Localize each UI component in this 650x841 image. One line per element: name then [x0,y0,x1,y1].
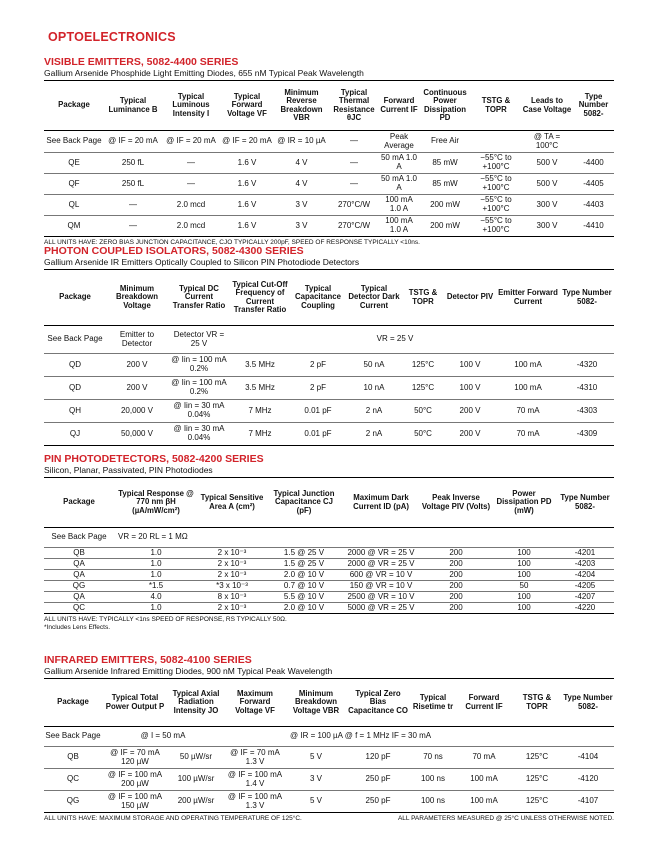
table-row [44,153,614,174]
table-cell: 70 mA [496,423,560,446]
table-cell: 10 nA [346,377,402,400]
table-cell: 2500 @ VR = 10 V [342,592,420,603]
table-cell: 200 mW [419,216,471,237]
table-cell: 1.0 [114,548,198,559]
column-header: Minimum Reverse Breakdown VBR [280,87,323,122]
condition-row [44,326,614,354]
table-cell: −55°C to +100°C [471,174,521,195]
table-cell: 100 mA [496,377,560,400]
infrared-emitters-table [44,678,614,813]
table-row [44,174,614,195]
table-cell: 5000 @ VR = 25 V [342,603,420,614]
table-cell: 70 mA [496,400,560,423]
table-cell: 50 mA 1.0 A [379,174,419,195]
table-cell: 2 nA [346,423,402,446]
table-cell: 250 fL [104,174,162,195]
table-cell: 500 V [521,153,573,174]
table-row [44,747,614,769]
section-subtitle: Gallium Arsenide Infrared Emitting Diodes, 900 nM Typical Peak Wavelength [44,666,333,676]
column-header: Peak Inverse Voltage PIV (Volts) [421,493,491,511]
table-header-row [44,270,614,326]
table-cell: 100 mA 1.0 A [379,216,419,237]
table-row [44,423,614,446]
table-cell: -4207 [556,592,614,603]
table-cell: 50 µW/sr [168,747,224,769]
column-header: Forward Current IF [380,96,418,114]
condition-cell: See Back Page [44,326,106,354]
table-cell: 5.5 @ 10 V [266,592,342,603]
table-cell: -4403 [573,195,614,216]
table-cell: 200 [420,603,492,614]
table-cell: 2.0 @ 10 V [266,603,342,614]
table-cell: 3.5 MHz [230,377,290,400]
table-cell: QG [44,791,102,813]
table-cell: -4405 [573,174,614,195]
footnote-line: ALL UNITS HAVE: TYPICALLY <1ns SPEED OF RESPONSE, RS TYPICALLY 50Ω. [44,616,287,623]
table-cell: 250 fL [104,153,162,174]
table-row [44,400,614,423]
table-cell: QB [44,747,102,769]
table-cell: 1.0 [114,559,198,570]
table-cell: 0.7 @ 10 V [266,581,342,592]
table-cell: 200 V [444,423,496,446]
table-cell: QG [44,581,114,592]
table-cell: @ IF = 100 mA 150 µW [102,791,168,813]
table-cell: -4310 [560,377,614,400]
table-cell: -4205 [556,581,614,592]
column-header: Continuous Power Dissipation PD [423,87,467,122]
column-header: Forward Current IF [465,693,503,711]
table-cell: QJ [44,423,106,446]
table-cell: 3.5 MHz [230,354,290,377]
table-cell: 125°C [512,769,562,791]
table-cell: 4.0 [114,592,198,603]
table-cell: -4309 [560,423,614,446]
isolators-table [44,269,614,446]
column-header: TSTG & TOPR [522,693,552,711]
table-cell: @ IF = 70 mA 120 µW [102,747,168,769]
column-header: TSTG & TOPR [481,96,511,114]
table-cell: @ Iin = 30 mA 0.04% [168,423,230,446]
column-header: Typical Cut-Off Frequency of Current Transfer Ratio [232,279,288,314]
condition-cell: — [329,131,379,153]
table-cell: 1.6 V [220,216,274,237]
table-cell: −55°C to +100°C [471,153,521,174]
table-cell: @ IF = 100 mA 1.4 V [224,769,286,791]
condition-cell: @ I = 50 mA [102,727,224,747]
column-header: Typical Risetime tr [412,693,454,711]
condition-cell: See Back Page [44,727,102,747]
column-header: Typical Capacitance Coupling [295,284,341,310]
table-row [44,592,614,603]
table-cell: 1.5 @ 25 V [266,559,342,570]
table-header-row [44,679,614,727]
table-cell: 200 V [106,354,168,377]
table-cell: 200 [420,548,492,559]
column-header: Package [58,100,90,110]
column-header: Type Number 5082- [578,92,609,118]
column-header: Detector PIV [446,292,494,302]
table-cell: — [329,174,379,195]
table-cell: 100 V [444,377,496,400]
table-cell: 1.6 V [220,195,274,216]
page-title: OPTOELECTRONICS [48,30,176,44]
table-cell: 2.0 @ 10 V [266,570,342,581]
column-header: Minimum Breakdown Voltage [115,284,159,310]
section-subtitle: Gallium Arsenide IR Emitters Optically Coupled to Silicon PIN Photodiode Detectors [44,257,360,267]
table-cell: *3 x 10⁻³ [198,581,266,592]
table-cell: -4203 [556,559,614,570]
condition-cell: @ IF = 20 mA [220,131,274,153]
table-cell: 300 V [521,195,573,216]
table-cell: 100 mA 1.0 A [379,195,419,216]
table-cell: 100 mA [456,769,512,791]
table-cell: 200 [420,581,492,592]
table-cell: 200 [420,559,492,570]
table-cell: QD [44,377,106,400]
table-cell: QA [44,592,114,603]
table-cell: 100 [492,592,556,603]
table-cell: 200 mW [419,195,471,216]
table-cell: 50 mA 1.0 A [379,153,419,174]
table-cell: QC [44,769,102,791]
table-row [44,377,614,400]
table-cell: 50,000 V [106,423,168,446]
table-cell: 4 V [274,153,329,174]
table-cell: 50°C [402,400,444,423]
table-cell: 70 ns [410,747,456,769]
table-cell: 2 x 10⁻³ [198,548,266,559]
table-cell: 2 pF [290,354,346,377]
table-cell: 0.01 pF [290,400,346,423]
column-header: Type Number 5082- [560,493,610,511]
section-infrared-emitters [44,655,614,823]
condition-row [44,528,614,548]
table-cell: -4120 [562,769,614,791]
table-cell: — [162,174,220,195]
table-cell: 100 ns [410,791,456,813]
table-cell: @ Iin = 30 mA 0.04% [168,400,230,423]
table-cell: 85 mW [419,174,471,195]
table-cell: -4201 [556,548,614,559]
column-header: Typical Sensitive Area A (cm²) [200,493,264,511]
table-cell: −55°C to +100°C [471,216,521,237]
footnote-right: ALL PARAMETERS MEASURED @ 25°C UNLESS OTHERWISE NOTED. [397,815,614,822]
table-cell: 7 MHz [230,423,290,446]
table-cell: @ IF = 100 mA 1.3 V [224,791,286,813]
section-title: INFRARED EMITTERS, 5082-4100 SERIES [44,654,252,666]
table-cell: 3 V [286,769,346,791]
condition-cell [573,131,614,153]
column-header: Minimum Breakdown Voltage VBR [292,689,340,715]
table-cell: 1.0 [114,570,198,581]
condition-cell: @ IF = 20 mA [104,131,162,153]
table-cell: 100 mA [496,354,560,377]
table-cell: -4204 [556,570,614,581]
footnote: ALL UNITS HAVE: ZERO BIAS JUNCTION CAPACITANCE, CJO TYPICALLY 200pF, SPEED OF RESPONSE TYPICALLY <10ns. [44,239,420,246]
table-row [44,769,614,791]
table-cell: QB [44,548,114,559]
condition-cell [198,528,614,548]
table-cell: 100 [492,570,556,581]
table-row [44,216,614,237]
table-cell: −55°C to +100°C [471,195,521,216]
table-cell: -4410 [573,216,614,237]
column-header: Typical Detector Dark Current [348,284,400,310]
table-cell: 300 V [521,216,573,237]
table-cell: 5 V [286,791,346,813]
condition-cell: See Back Page [44,528,114,548]
condition-cell: @ TA = 100°C [521,131,573,153]
table-cell: — [104,195,162,216]
section-visible-emitters [44,57,614,247]
table-cell: *1.5 [114,581,198,592]
section-title: PIN PHOTODETECTORS, 5082-4200 SERIES [44,453,264,465]
table-cell: 1.0 [114,603,198,614]
table-cell: 50°C [402,423,444,446]
table-cell: 2000 @ VR = 25 V [342,559,420,570]
column-header: Typical Axial Radiation Intensity JO [172,689,220,715]
table-cell: 2000 @ VR = 25 V [342,548,420,559]
section-subtitle: Silicon, Planar, Passivated, PIN Photodiodes [44,465,213,475]
column-header: Typical Forward Voltage VF [227,92,267,118]
table-cell: @ IF = 100 mA 200 µW [102,769,168,791]
table-row [44,559,614,570]
table-cell: 125°C [512,791,562,813]
section-subtitle: Gallium Arsenide Phosphide Light Emitting Diodes, 655 nM Typical Peak Wavelength [44,68,364,78]
table-row [44,548,614,559]
table-cell: 1.6 V [220,174,274,195]
table-cell: 100 [492,559,556,570]
column-header: TSTG & TOPR [408,288,438,306]
condition-cell: VR = 20 RL = 1 MΩ [114,528,198,548]
table-cell: 100 [492,603,556,614]
table-cell: 50 nA [346,354,402,377]
section-photon-coupled-isolators [44,246,614,446]
table-cell: 100 µW/sr [168,769,224,791]
table-cell: — [162,153,220,174]
table-cell: 8 x 10⁻³ [198,592,266,603]
table-cell: 2 x 10⁻³ [198,570,266,581]
condition-cell [444,326,614,354]
condition-cell [471,131,521,153]
table-cell: @ Iin = 100 mA 0.2% [168,377,230,400]
condition-cell [224,727,286,747]
table-cell: 20,000 V [106,400,168,423]
condition-row [44,727,614,747]
table-cell: -4220 [556,603,614,614]
table-cell: 200 µW/sr [168,791,224,813]
table-row [44,195,614,216]
condition-cell: Peak Average [379,131,419,153]
table-header-row [44,81,614,131]
table-cell: 125°C [402,354,444,377]
column-header: Package [57,697,89,707]
column-header: Typical Total Power Output P [105,693,165,711]
condition-cell: @ IF = 20 mA [162,131,220,153]
condition-cell: VR = 25 V [346,326,444,354]
table-cell: 100 V [444,354,496,377]
table-cell: @ IF = 70 mA 1.3 V [224,747,286,769]
column-header: Typical Zero Bias Capacitance CO [348,689,408,715]
table-cell: 1.5 @ 25 V [266,548,342,559]
condition-cell: Detector VR = 25 V [168,326,230,354]
table-cell: QH [44,400,106,423]
table-cell: 1.6 V [220,153,274,174]
table-cell: 2 pF [290,377,346,400]
table-cell: 270°C/W [329,216,379,237]
table-cell: -4400 [573,153,614,174]
table-cell: 125°C [402,377,444,400]
table-row [44,581,614,592]
table-cell: QA [44,570,114,581]
table-cell: 200 V [106,377,168,400]
column-header: Package [63,497,95,507]
table-cell: 200 [420,570,492,581]
section-title: PHOTON COUPLED ISOLATORS, 5082-4300 SERIES [44,245,304,257]
table-cell: 50 [492,581,556,592]
column-header: Typical Luminance B [108,96,158,114]
table-cell: 5 V [286,747,346,769]
column-header: Type Number 5082- [563,693,613,711]
condition-cell: @ IR = 10 µA [274,131,329,153]
photodetectors-table [44,477,614,614]
table-cell: 2.0 mcd [162,195,220,216]
table-cell: @ Iin = 100 mA 0.2% [168,354,230,377]
column-header: Typical Thermal Resistance θJC [333,87,375,122]
table-row [44,570,614,581]
table-cell: 3 V [274,216,329,237]
footnote [44,815,614,823]
table-cell: 2 nA [346,400,402,423]
column-header: Package [59,292,91,302]
table-cell: 100 mA [456,791,512,813]
condition-cell: @ IR = 100 µA @ f = 1 MHz IF = 30 mA [286,727,512,747]
table-cell: 270°C/W [329,195,379,216]
table-cell: 600 @ VR = 10 V [342,570,420,581]
column-header: Typical Junction Capacitance CJ (pF) [273,489,335,515]
footnote-line: *Includes Lens Effects. [44,624,111,631]
condition-cell: Free Air [419,131,471,153]
table-cell: 200 V [444,400,496,423]
condition-cell: See Back Page [44,131,104,153]
table-cell: 150 @ VR = 10 V [342,581,420,592]
table-cell: 120 pF [346,747,410,769]
table-cell: 2 x 10⁻³ [198,559,266,570]
condition-cell [512,727,614,747]
table-cell: — [104,216,162,237]
table-cell: 250 pF [346,791,410,813]
condition-cell [230,326,346,354]
column-header: Leads to Case Voltage [522,96,572,114]
table-row [44,354,614,377]
table-cell: QD [44,354,106,377]
visible-emitters-table [44,80,614,237]
table-cell: -4303 [560,400,614,423]
column-header: Typical Response @ 770 nm βH (µA/mW/cm²) [118,489,194,515]
table-cell: QE [44,153,104,174]
condition-cell: Emitter to Detector [106,326,168,354]
table-cell: 0.01 pF [290,423,346,446]
table-cell: 85 mW [419,153,471,174]
table-cell: 100 [492,548,556,559]
table-cell: QM [44,216,104,237]
section-pin-photodetectors [44,454,614,632]
table-cell: -4107 [562,791,614,813]
table-cell: 500 V [521,174,573,195]
table-header-row [44,478,614,528]
table-cell: QL [44,195,104,216]
column-header: Type Number 5082- [562,288,612,306]
table-cell: 3 V [274,195,329,216]
footnote [44,616,614,632]
table-cell: -4104 [562,747,614,769]
column-header: Emitter Forward Current [498,288,558,306]
table-cell: 2 x 10⁻³ [198,603,266,614]
column-header: Typical Luminous Intensity I [172,92,210,118]
table-cell: 2.0 mcd [162,216,220,237]
table-cell: — [329,153,379,174]
column-header: Maximum Forward Voltage VF [235,689,275,715]
table-row [44,603,614,614]
table-row [44,791,614,813]
condition-row [44,131,614,153]
footnote-left: ALL UNITS HAVE: MAXIMUM STORAGE AND OPERATING TEMPERATURE OF 125°C. [44,815,302,822]
table-cell: 125°C [512,747,562,769]
table-cell: 200 [420,592,492,603]
table-cell: 4 V [274,174,329,195]
table-cell: -4320 [560,354,614,377]
table-cell: QF [44,174,104,195]
section-title: VISIBLE EMITTERS, 5082-4400 SERIES [44,56,239,68]
table-cell: QC [44,603,114,614]
column-header: Power Dissipation PD (mW) [496,489,552,515]
column-header: Maximum Dark Current ID (pA) [353,493,409,511]
table-cell: 100 ns [410,769,456,791]
column-header: Typical DC Current Transfer Ratio [172,284,226,310]
table-cell: 250 pF [346,769,410,791]
table-cell: QA [44,559,114,570]
table-cell: 70 mA [456,747,512,769]
table-cell: 7 MHz [230,400,290,423]
